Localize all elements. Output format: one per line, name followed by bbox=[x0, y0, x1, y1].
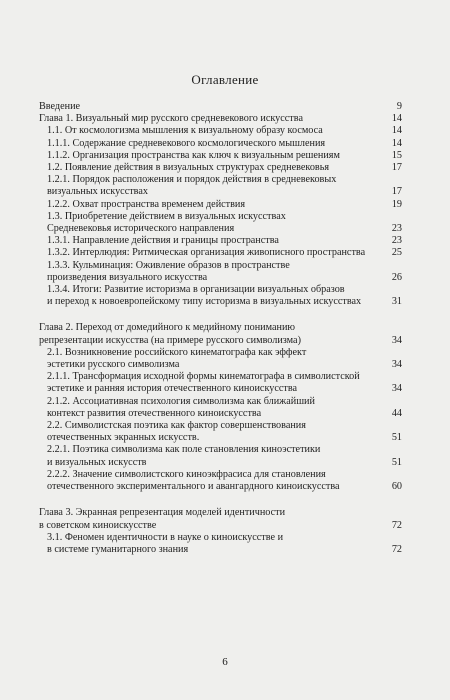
toc-entry-line: 2.2. Символистская поэтика как фактор совершенствования bbox=[47, 420, 306, 432]
toc-entry-line: 1.2. Появление действия в визуальных структурах средневековья bbox=[47, 162, 330, 174]
toc-entry-page: 14 bbox=[391, 113, 402, 125]
toc-entry-line: в советском киноискусстве bbox=[39, 519, 157, 531]
toc-entry bbox=[0, 420, 450, 444]
toc-entry-page: 34 bbox=[391, 334, 402, 346]
toc-entry-line: 1.3. Приобретение действием в визуальных искусствах bbox=[47, 210, 286, 222]
toc-entry-page: 9 bbox=[396, 101, 402, 112]
toc-entry-line: 2.1.2. Ассоциативная психология символизма как ближайший bbox=[47, 395, 315, 407]
toc-entry-line: контекст развития отечественного киноискусства bbox=[47, 407, 262, 419]
toc-entry bbox=[0, 125, 450, 137]
toc-entry-page: 51 bbox=[391, 432, 402, 444]
toc-entry-page: 23 bbox=[391, 235, 402, 247]
toc-entry-page: 25 bbox=[391, 247, 402, 259]
section-gap bbox=[0, 493, 450, 507]
toc-entry bbox=[0, 174, 450, 198]
toc-entry-line: 3.1. Феномен идентичности в науке о киноискусстве и bbox=[47, 531, 284, 543]
toc-entry-line: Глава 1. Визуальный мир русского средневекового искусства bbox=[39, 113, 303, 125]
toc-entry-page: 34 bbox=[391, 359, 402, 371]
toc-entry-page: 44 bbox=[391, 407, 402, 419]
toc-entry-line: 1.1. От космологизма мышления к визуальному образу космоса bbox=[47, 125, 323, 137]
toc-entry-line: 2.1. Возникновение российского кинематографа как эффект bbox=[47, 346, 307, 358]
toc-entry-line: визуальных искусствах bbox=[47, 186, 148, 198]
table-of-contents bbox=[0, 101, 450, 556]
page-number: 6 bbox=[222, 656, 228, 668]
toc-entry bbox=[0, 150, 450, 162]
toc-entry-line: Средневековья исторического направления bbox=[47, 223, 235, 235]
toc-entry-line: и переход к новоевропейскому типу историзма в визуальных искусствах bbox=[47, 296, 362, 308]
toc-entry bbox=[0, 469, 450, 493]
toc-entry bbox=[0, 101, 450, 113]
toc-entry-line: 2.1.1. Трансформация исходной формы кинематографа в символистской bbox=[47, 371, 360, 383]
toc-entry bbox=[0, 371, 450, 395]
toc-entry-page: 14 bbox=[391, 137, 402, 149]
toc-entry bbox=[0, 199, 450, 211]
page-title: Оглавление bbox=[191, 72, 259, 87]
toc-entry-line: 1.3.4. Итоги: Развитие историзма в организации визуальных образов bbox=[47, 284, 345, 296]
toc-entry-line: и визуальных искусств bbox=[47, 456, 147, 468]
toc-entry-line: Введение bbox=[39, 101, 81, 112]
toc-entry bbox=[0, 532, 450, 556]
toc-entry bbox=[0, 247, 450, 259]
toc-entry bbox=[0, 260, 450, 284]
toc-entry bbox=[0, 162, 450, 174]
toc-entry-line: отечественных экранных искусств. bbox=[47, 432, 200, 444]
toc-entry bbox=[0, 211, 450, 235]
toc-entry-line: Глава 2. Переход от домедийного к медийному пониманию bbox=[39, 322, 296, 334]
toc-entry-page: 17 bbox=[391, 162, 402, 174]
toc-entry-line: Глава 3. Экранная репрезентация моделей идентичности bbox=[39, 507, 286, 519]
toc-entry bbox=[0, 396, 450, 420]
toc-entry bbox=[0, 113, 450, 125]
toc-entry-page: 34 bbox=[391, 383, 402, 395]
toc-entry-line: 1.1.1. Содержание средневекового космологического мышления bbox=[47, 137, 326, 149]
toc-entry-line: 2.2.1. Поэтика символизма как поле становления киноэстетики bbox=[47, 444, 321, 456]
toc-entry-page: 72 bbox=[391, 543, 402, 555]
toc-entry bbox=[0, 235, 450, 247]
toc-entry-line: репрезентации искусства (на примере русского символизма) bbox=[39, 334, 301, 346]
toc-entry-page: 60 bbox=[391, 481, 402, 493]
toc-entry-page: 15 bbox=[391, 149, 402, 161]
section-gap bbox=[0, 308, 450, 322]
toc-entry-line: 1.3.2. Интерлюдия: Ритмическая организация живописного пространства bbox=[47, 247, 366, 259]
toc-entry-page: 26 bbox=[391, 271, 402, 283]
toc-entry-line: эстетике и ранняя история отечественного киноискусства bbox=[47, 383, 298, 395]
toc-entry bbox=[0, 322, 450, 346]
toc-entry-page: 17 bbox=[391, 186, 402, 198]
toc-entry bbox=[0, 138, 450, 150]
toc-entry-page: 51 bbox=[391, 456, 402, 468]
toc-entry bbox=[0, 507, 450, 531]
toc-entry-line: 1.2.2. Охват пространства временем действия bbox=[47, 198, 246, 210]
toc-entry-line: отечественного экспериментального и авангардного киноискусства bbox=[47, 481, 340, 493]
toc-entry-line: произведения визуального искусства bbox=[47, 271, 208, 283]
toc-entry-line: 1.3.3. Кульминация: Оживление образов в пространстве bbox=[47, 259, 290, 271]
toc-entry-page: 14 bbox=[391, 125, 402, 137]
toc-entry-line: 1.2.1. Порядок расположения и порядок действия в средневековых bbox=[47, 174, 337, 186]
toc-entry-page: 23 bbox=[391, 223, 402, 235]
toc-entry-page: 31 bbox=[391, 296, 402, 308]
toc-entry bbox=[0, 347, 450, 371]
toc-entry-line: эстетики русского символизма bbox=[47, 359, 180, 371]
toc-entry-line: в системе гуманитарного знания bbox=[47, 543, 189, 555]
toc-entry-line: 2.2.2. Значение символистского киноэкфрасиса для становления bbox=[47, 468, 326, 480]
toc-entry-page: 19 bbox=[391, 198, 402, 210]
toc-entry bbox=[0, 284, 450, 308]
toc-entry-line: 1.3.1. Направление действия и границы пространства bbox=[47, 235, 279, 247]
toc-entry-page: 72 bbox=[391, 519, 402, 531]
toc-entry-line: 1.1.2. Организация пространства как ключ к визуальным решениям bbox=[47, 149, 340, 161]
toc-entry bbox=[0, 444, 450, 468]
